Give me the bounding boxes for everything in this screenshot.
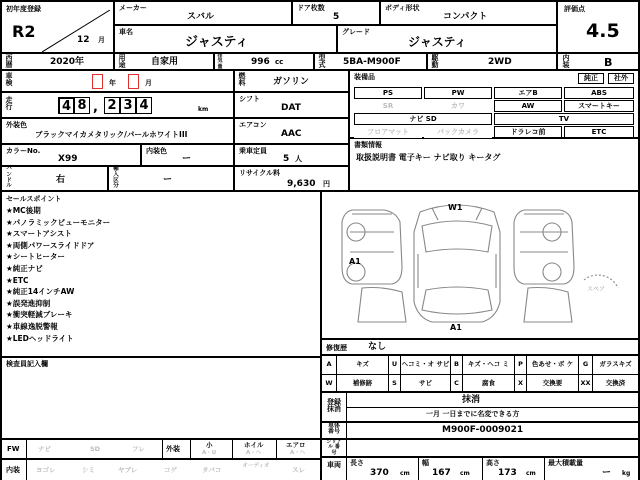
legend-code: S — [388, 375, 400, 392]
legend-desc: 補修跡 — [336, 375, 388, 392]
mileage-digit-3: 2 — [104, 97, 120, 114]
grade-value: ジャスティ — [408, 35, 467, 49]
legend-desc: サビ — [400, 375, 450, 392]
reg-label: 初年度登録 — [6, 5, 41, 13]
in-label: 内装 — [6, 466, 20, 474]
legend-row-1 — [322, 356, 638, 374]
fw-ext-1-top: 小 — [206, 441, 213, 449]
repair-value: なし — [368, 342, 387, 352]
dims-length-unit: cm — [400, 470, 410, 477]
in-row — [1, 459, 321, 480]
mileage-label: 走行 — [5, 96, 13, 112]
sales-item: ★誤発進抑制 — [6, 298, 51, 308]
mileage-digit-4: 3 — [120, 97, 136, 114]
colorno-cell — [1, 144, 141, 166]
handle-value: 右 — [56, 175, 66, 185]
equip-tv: TV — [494, 113, 634, 125]
handle-label: ハンドル — [6, 166, 12, 190]
diagram-w1: W1 — [448, 203, 463, 212]
inspection-label: 車検 — [5, 72, 13, 88]
legend-desc: 交換済 — [592, 375, 638, 392]
documents-value: 取扱説明書 電子キー ナビ取り キータグ — [356, 153, 501, 162]
shift-label: シフト — [239, 95, 260, 103]
reg-era: R2 — [12, 22, 36, 41]
inspection-month-box[interactable] — [128, 74, 139, 89]
equipment-label: 装備品 — [354, 73, 375, 81]
in-item: ヨゴレ — [36, 466, 56, 474]
use-value: 自家用 — [151, 57, 179, 67]
doors-value: 5 — [333, 12, 340, 22]
repair-cell — [321, 339, 639, 355]
in-item: コゲ — [164, 466, 177, 474]
import-cell — [108, 166, 234, 191]
equip-etc: ETC — [564, 126, 634, 138]
inspection-cell — [1, 70, 234, 92]
inspection-year-unit: 年 — [109, 79, 116, 87]
fw-ext-2-top: ホイル — [244, 441, 264, 449]
capacity-unit: 人 — [295, 155, 302, 163]
intcolor-label: 内装色 — [146, 147, 167, 155]
ac-value: AAC — [281, 129, 302, 139]
maker-value: スバル — [187, 12, 215, 22]
drive-cell — [427, 53, 557, 70]
serial-label: シリアル 番号 — [326, 439, 342, 456]
inspection-month-unit: 月 — [145, 79, 152, 87]
sales-item: ★パノラミックビューモニター — [6, 217, 111, 227]
fw-ext-1-bottom: A・U — [202, 450, 217, 456]
sales-item: ★純正ナビ — [6, 263, 43, 273]
register-label: 登録 抹消 — [327, 398, 341, 414]
grade-cell — [337, 25, 557, 53]
fw-item-navi: ナビ — [38, 445, 51, 453]
repair-label: 修復歴 — [326, 344, 347, 352]
shift-value: DAT — [281, 103, 301, 113]
sales-item: ★ETC — [6, 275, 29, 285]
dims-label: 車両 — [327, 461, 341, 469]
mileage-digit-5: 4 — [136, 97, 152, 114]
interior-label: 内装 — [562, 54, 570, 70]
reg-month-unit: 月 — [98, 36, 105, 44]
doors-cell — [292, 1, 380, 25]
model-label: 車名 — [119, 28, 133, 36]
fw-item-sd: SD — [90, 445, 101, 453]
fw-row — [1, 439, 321, 459]
equip-floormat: フロアマット — [354, 126, 422, 138]
colorno-value: X99 — [58, 154, 78, 164]
intcolor-value: ー — [182, 154, 192, 164]
mileage-cell — [1, 92, 234, 118]
legend-desc: ガラスキズ — [592, 356, 638, 374]
sales-item: ★両側パワースライドドア — [6, 240, 95, 250]
doors-label: ドア枚数 — [297, 4, 325, 12]
car-diagram-cell — [321, 191, 639, 339]
legend-desc: キズ — [336, 356, 388, 374]
sales-label: セールスポイント — [6, 195, 62, 203]
type-label: 型式 — [318, 54, 326, 70]
register-status: 抹消 — [462, 395, 481, 405]
equipment-cell — [349, 70, 639, 138]
dims-height-label: 高さ — [486, 459, 500, 467]
register-note: 一月 一日までに名変できる方 — [426, 410, 520, 418]
chassis-cell — [321, 422, 639, 439]
recycle-value: 9,630 — [287, 179, 316, 189]
sales-item: ★LEDヘッドライト — [6, 333, 74, 343]
legend-code: XX — [578, 375, 592, 392]
equipment-aftermarket: 社外 — [608, 73, 634, 84]
documents-label: 書類情報 — [354, 141, 382, 149]
dims-load-unit: kg — [622, 470, 631, 477]
type-value: 5BA-M900F — [343, 57, 401, 67]
fuel-value: ガソリン — [273, 77, 310, 87]
interior-cell — [557, 53, 639, 70]
equip-backcam: バックカメラ — [424, 126, 492, 138]
mileage-digit-2: 8 — [74, 97, 90, 114]
dims-height-unit: cm — [526, 470, 536, 477]
car-diagram — [322, 192, 638, 338]
fuel-cell — [234, 70, 349, 92]
in-item: シミ — [82, 466, 95, 474]
dims-load: ー — [602, 468, 612, 478]
sales-item: ★衝突軽減ブレーキ — [6, 310, 73, 320]
mileage-unit: km — [198, 106, 209, 113]
inspection-year-box[interactable] — [92, 74, 103, 89]
score-value: 4.5 — [586, 20, 620, 42]
color-value: ブラックマイカメタリック/パールホワイトIII — [35, 130, 188, 139]
diagram-a1-left: A1 — [349, 257, 361, 266]
colorno-label: カラーNo. — [6, 147, 41, 155]
sales-item: ★シートヒーター — [6, 252, 65, 262]
dims-load-label: 最大積載量 — [548, 459, 583, 467]
reg-month: 12 — [77, 35, 90, 45]
ac-cell — [234, 118, 349, 144]
equip-leather: カワ — [424, 100, 492, 112]
score-label: 評価点 — [564, 5, 585, 13]
grade-label: グレード — [342, 28, 370, 36]
handle-cell — [1, 166, 108, 191]
sales-list — [6, 205, 110, 344]
chassis-label: 車体 番号 — [327, 422, 340, 436]
equip-navi: ナビ SD — [354, 113, 492, 125]
equip-pw: PW — [424, 87, 492, 99]
maker-label: メーカー — [119, 4, 147, 12]
legend-row-2 — [322, 374, 638, 391]
register-cell — [321, 392, 639, 422]
sales-cell — [1, 191, 321, 357]
capacity-value: 5 — [283, 154, 290, 164]
body-value: コンパクト — [443, 12, 488, 22]
fw-ext-3-top: エアロ — [286, 441, 306, 449]
shift-cell — [234, 92, 349, 118]
equip-dashcam: ドラレコ前 — [494, 126, 562, 138]
equip-airbag: エアB — [494, 87, 562, 99]
equip-ps: PS — [354, 87, 422, 99]
inspector-cell — [1, 357, 321, 439]
fw-ext-3-bottom: A・ヘ — [290, 450, 306, 456]
legend-code: X — [514, 375, 526, 392]
mileage-digit-1: 4 — [58, 97, 74, 114]
capacity-cell — [234, 144, 349, 166]
equip-abs: ABS — [564, 87, 634, 99]
dims-width-label: 幅 — [422, 459, 429, 467]
in-item: ヤブレ — [118, 466, 138, 474]
recycle-unit: 円 — [323, 180, 330, 188]
legend-grid — [321, 355, 639, 392]
dims-width: 167 — [432, 468, 451, 478]
legend-code: W — [325, 378, 333, 387]
color-label: 外装色 — [6, 121, 27, 129]
legend-desc: 腐食 — [462, 375, 514, 392]
chassis-value: M900F-0009021 — [442, 425, 524, 435]
equip-aw: AW — [494, 100, 562, 112]
disp-label: 排気量 — [217, 53, 223, 70]
sales-item: ★車線逸脱警報 — [6, 321, 58, 331]
type-cell — [314, 53, 427, 70]
inspector-label: 検査員記入欄 — [6, 360, 48, 368]
equip-sr: SR — [354, 100, 422, 112]
body-cell — [380, 1, 557, 25]
legend-desc: キズ・ヘコ ミ — [462, 356, 514, 374]
equip-smartkey: スマートキー — [564, 100, 634, 112]
score-cell — [557, 1, 639, 53]
sales-item: ★純正14インチAW — [6, 287, 75, 297]
dims-height: 173 — [498, 468, 517, 478]
equipment-genuine: 純正 — [578, 73, 604, 84]
use-cell — [114, 53, 214, 70]
legend-code: U — [388, 356, 400, 374]
ac-label: エアコン — [239, 121, 267, 129]
reg-cell — [1, 1, 114, 53]
legend-code: G — [578, 356, 592, 374]
documents-cell — [349, 138, 639, 191]
fw-label: FW — [7, 445, 20, 453]
sales-item: ★MC後期 — [6, 206, 41, 215]
legend-desc: 交換要 — [526, 375, 578, 392]
dims-length: 370 — [370, 468, 389, 478]
import-value: ー — [163, 175, 173, 185]
dims-width-unit: cm — [460, 470, 470, 477]
legend-desc: ヘコミ・オ サビ — [400, 356, 450, 374]
reg-divider — [42, 10, 112, 52]
legend-code: C — [450, 375, 462, 392]
year-value: 2020年 — [50, 57, 85, 67]
body-label: ボディ形状 — [385, 4, 420, 12]
interior-value: B — [604, 56, 613, 69]
year-label: 西暦 — [5, 54, 13, 70]
in-item: オーディオ — [242, 463, 270, 469]
legend-code: P — [514, 356, 526, 374]
fw-item-frame: フレ — [132, 445, 145, 453]
model-value: ジャスティ — [185, 35, 249, 50]
disp-value: 996 — [251, 57, 270, 67]
legend-code: B — [450, 356, 462, 374]
intcolor-cell — [141, 144, 234, 166]
dims-cell — [321, 457, 639, 480]
legend-code: A — [326, 360, 332, 369]
drive-value: 2WD — [488, 57, 512, 67]
in-item: タバコ — [202, 466, 222, 474]
year-cell — [1, 53, 114, 70]
drive-label: 駆動 — [431, 54, 439, 70]
capacity-label: 乗車定員 — [239, 147, 267, 155]
mileage-comma: , — [93, 100, 98, 115]
model-cell — [114, 25, 337, 53]
color-cell — [1, 118, 234, 144]
fw-ext-2-bottom: A・ヘ — [246, 450, 262, 456]
recycle-label: リサイクル料 — [239, 169, 281, 177]
fw-exterior-label: 外装 — [166, 445, 180, 453]
disp-cell — [214, 53, 314, 70]
use-label: 用途 — [118, 54, 126, 70]
in-item: スレ — [292, 466, 305, 474]
serial-cell — [321, 439, 639, 457]
diagram-spare: スペア — [587, 286, 606, 293]
maker-cell — [114, 1, 292, 25]
disp-unit: cc — [275, 58, 284, 66]
legend-desc: 色あせ・ボ ケ — [526, 356, 578, 374]
diagram-a1-bottom: A1 — [450, 323, 462, 332]
import-label: 輸入区分 — [113, 166, 119, 190]
sales-item: ★スマートアシスト — [6, 229, 72, 239]
dims-length-label: 長さ — [350, 459, 364, 467]
recycle-cell — [234, 166, 349, 191]
fuel-label: 燃料 — [238, 72, 246, 88]
